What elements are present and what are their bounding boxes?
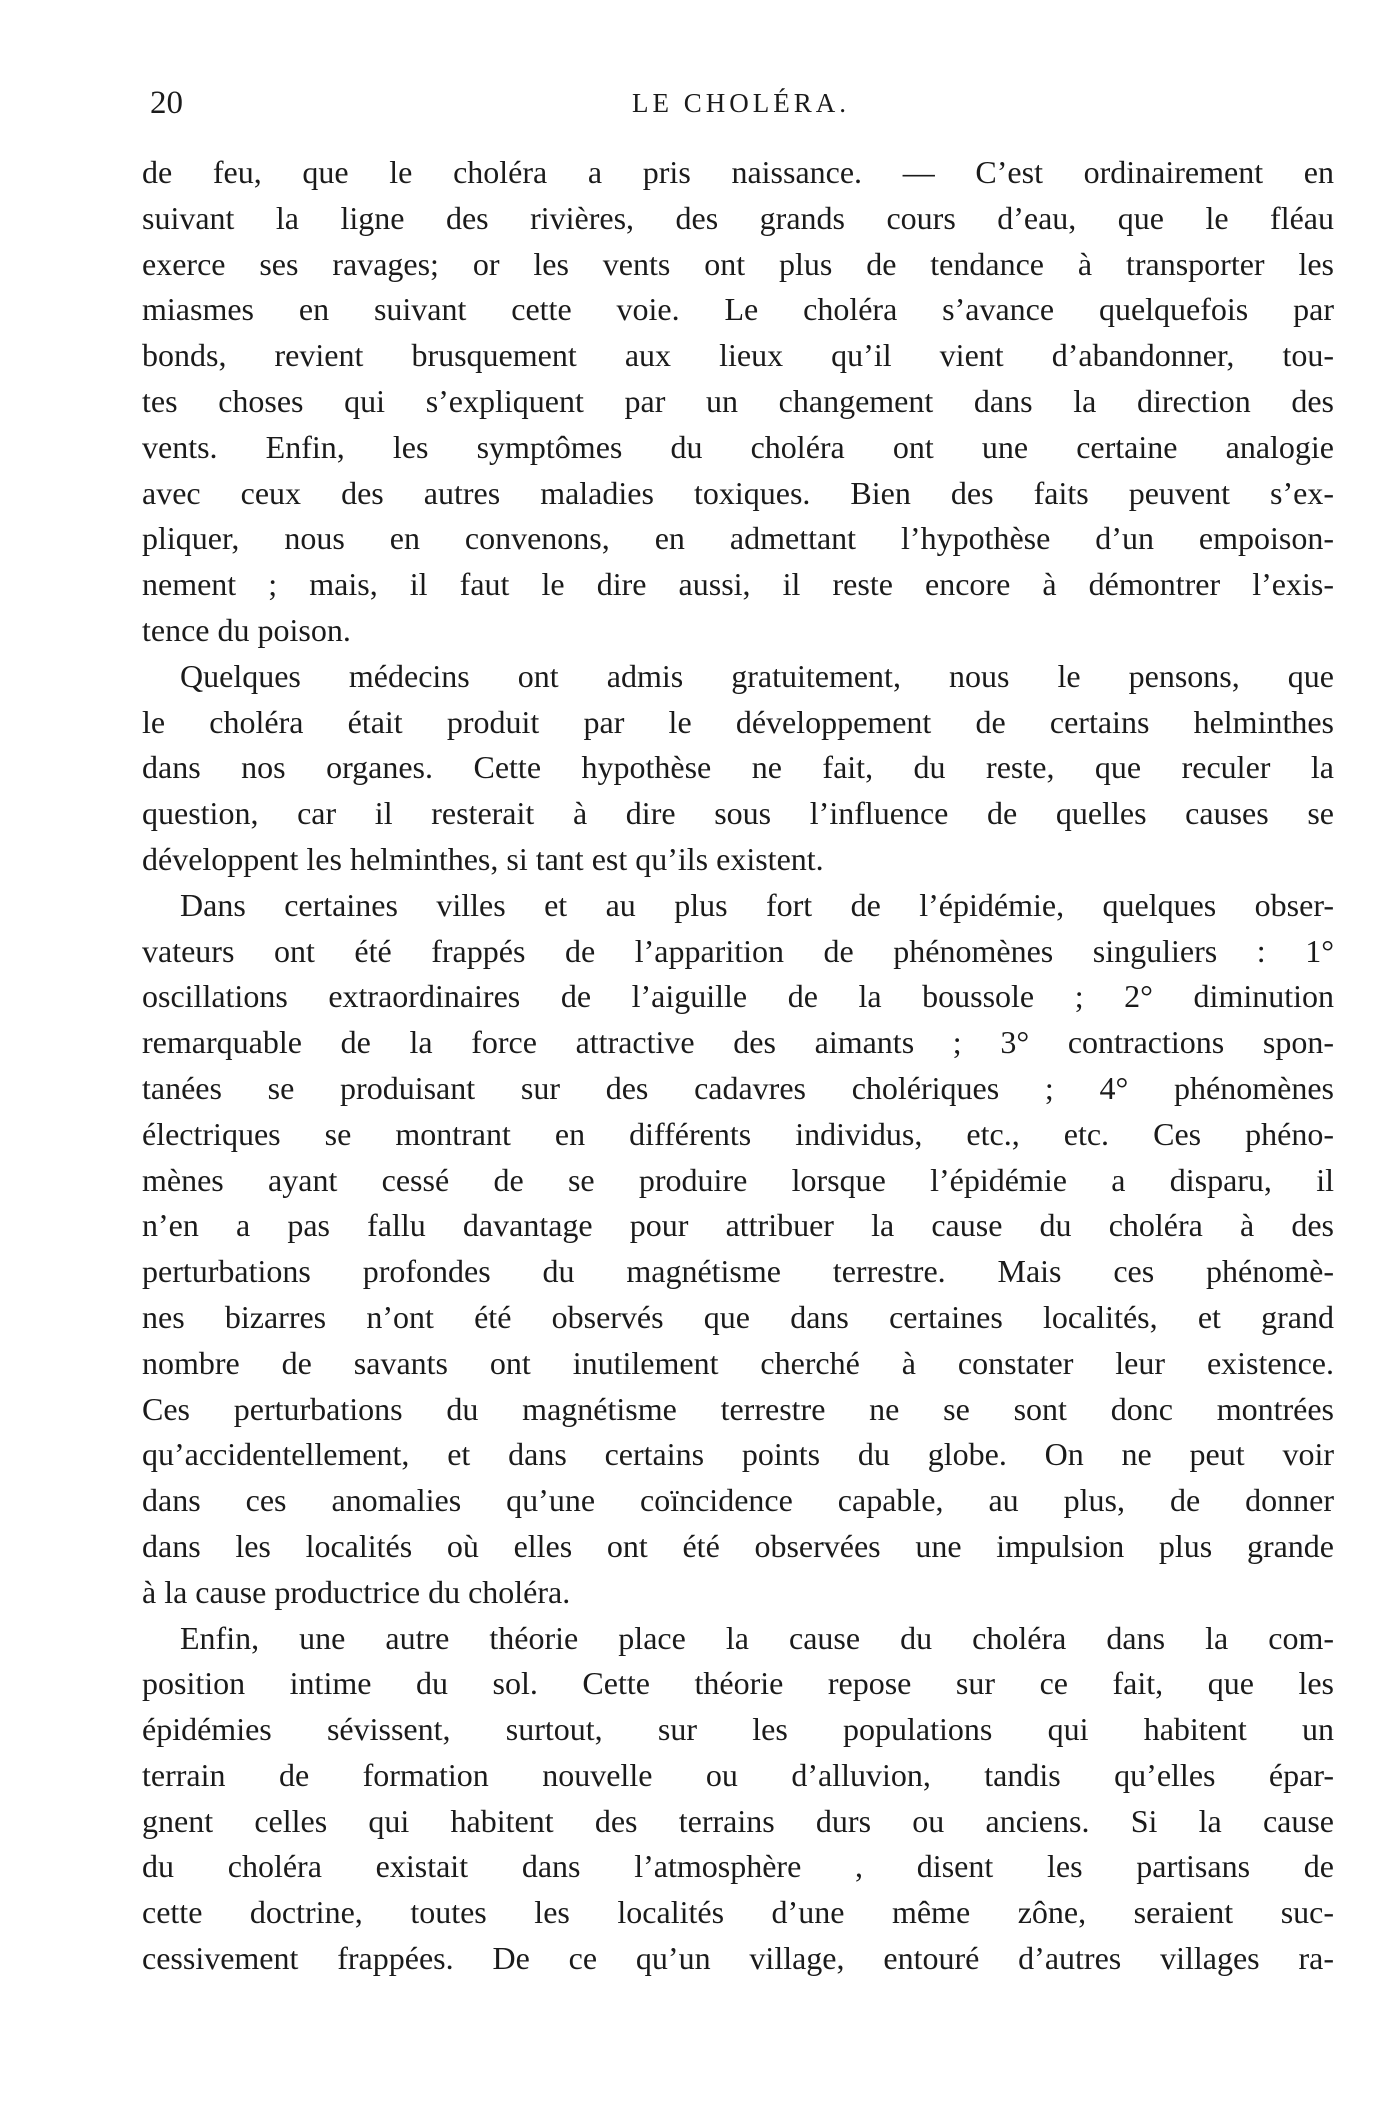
text-line: épidémies sévissent, surtout, sur les populations qui habitent un (142, 1711, 1334, 1748)
text-line: tanées se produisant sur des cadavres cholériques ; 4° phénomènes (142, 1069, 1334, 1106)
text-line: qu’accidentellement, et dans certains points du globe. On ne peut voir (142, 1436, 1334, 1473)
text-line: tence du poison. (142, 611, 351, 648)
text-line: nombre de savants ont inutilement cherché à constater leur existence. (142, 1344, 1334, 1381)
text-line: question, car il resterait à dire sous l’influence de quelles causes se (142, 795, 1334, 832)
text-line: n’en a pas fallu davantage pour attribuer la cause du choléra à des (142, 1207, 1334, 1244)
text-line: Ces perturbations du magnétisme terrestre ne se sont donc montrées (142, 1390, 1334, 1427)
text-line: nes bizarres n’ont été observés que dans certaines localités, et grand (142, 1298, 1334, 1335)
text-line: miasmes en suivant cette voie. Le choléra s’avance quelquefois par (142, 291, 1334, 328)
text-line: gnent celles qui habitent des terrains durs ou anciens. Si la cause (142, 1802, 1334, 1839)
text-line: perturbations profondes du magnétisme terrestre. Mais ces phénomè- (142, 1253, 1334, 1290)
text-line: électriques se montrant en différents individus, etc., etc. Ces phéno- (142, 1115, 1334, 1152)
text-line: tes choses qui s’expliquent par un changement dans la direction des (142, 382, 1334, 419)
paragraph (142, 883, 1334, 1616)
paragraph (142, 654, 1334, 883)
text-line: mènes ayant cessé de se produire lorsque l’épidémie a disparu, il (142, 1161, 1334, 1198)
body-text (142, 150, 1334, 1982)
text-line: le choléra était produit par le développement de certains helminthes (142, 703, 1334, 740)
page-number: 20 (150, 85, 183, 121)
text-line: pliquer, nous en convenons, en admettant l’hypothèse d’un empoison- (142, 520, 1334, 557)
text-line: vents. Enfin, les symptômes du choléra ont une certaine analogie (142, 428, 1334, 465)
text-line: oscillations extraordinaires de l’aiguille de la boussole ; 2° diminution (142, 978, 1334, 1015)
text-line: développent les helminthes, si tant est qu’ils existent. (142, 840, 824, 877)
text-line: Quelques médecins ont admis gratuitement, nous le pensons, que (180, 657, 1334, 694)
text-line: avec ceux des autres maladies toxiques. Bien des faits peuvent s’ex- (142, 474, 1334, 511)
paragraph (142, 1616, 1334, 1982)
text-line: bonds, revient brusquement aux lieux qu’il vient d’abandonner, tou- (142, 337, 1334, 374)
text-line: dans les localités où elles ont été observées une impulsion plus grande (142, 1527, 1334, 1564)
text-line: exerce ses ravages; or les vents ont plus de tendance à transporter les (142, 245, 1334, 282)
running-title: LE CHOLÉRA. (632, 88, 850, 118)
text-line: position intime du sol. Cette théorie repose sur ce fait, que les (142, 1665, 1334, 1702)
text-line: vateurs ont été frappés de l’apparition de phénomènes singuliers : 1° (142, 932, 1334, 969)
text-line: dans ces anomalies qu’une coïncidence capable, au plus, de donner (142, 1482, 1334, 1519)
text-line: suivant la ligne des rivières, des grands cours d’eau, que le fléau (142, 199, 1334, 236)
text-line: à la cause productrice du choléra. (142, 1573, 571, 1610)
text-line: cessivement frappées. De ce qu’un village, entouré d’autres villages ra- (142, 1940, 1334, 1977)
text-line: de feu, que le choléra a pris naissance. — C’est ordinairement en (142, 154, 1334, 190)
text-line: nement ; mais, il faut le dire aussi, il reste encore à démontrer l’exis- (142, 566, 1334, 603)
paragraph (142, 150, 1334, 654)
text-line: dans nos organes. Cette hypothèse ne fait, du reste, que reculer la (142, 749, 1334, 786)
text-line: terrain de formation nouvelle ou d’alluvion, tandis qu’elles épar- (142, 1756, 1334, 1793)
text-line: Dans certaines villes et au plus fort de l’épidémie, quelques obser- (180, 886, 1334, 923)
text-line: du choléra existait dans l’atmosphère , disent les partisans de (142, 1848, 1334, 1885)
running-head (150, 78, 1332, 128)
text-line: Enfin, une autre théorie place la cause du choléra dans la com- (180, 1619, 1334, 1656)
text-line: remarquable de la force attractive des aimants ; 3° contractions spon- (142, 1024, 1334, 1061)
text-line: cette doctrine, toutes les localités d’une même zône, seraient suc- (142, 1894, 1334, 1931)
